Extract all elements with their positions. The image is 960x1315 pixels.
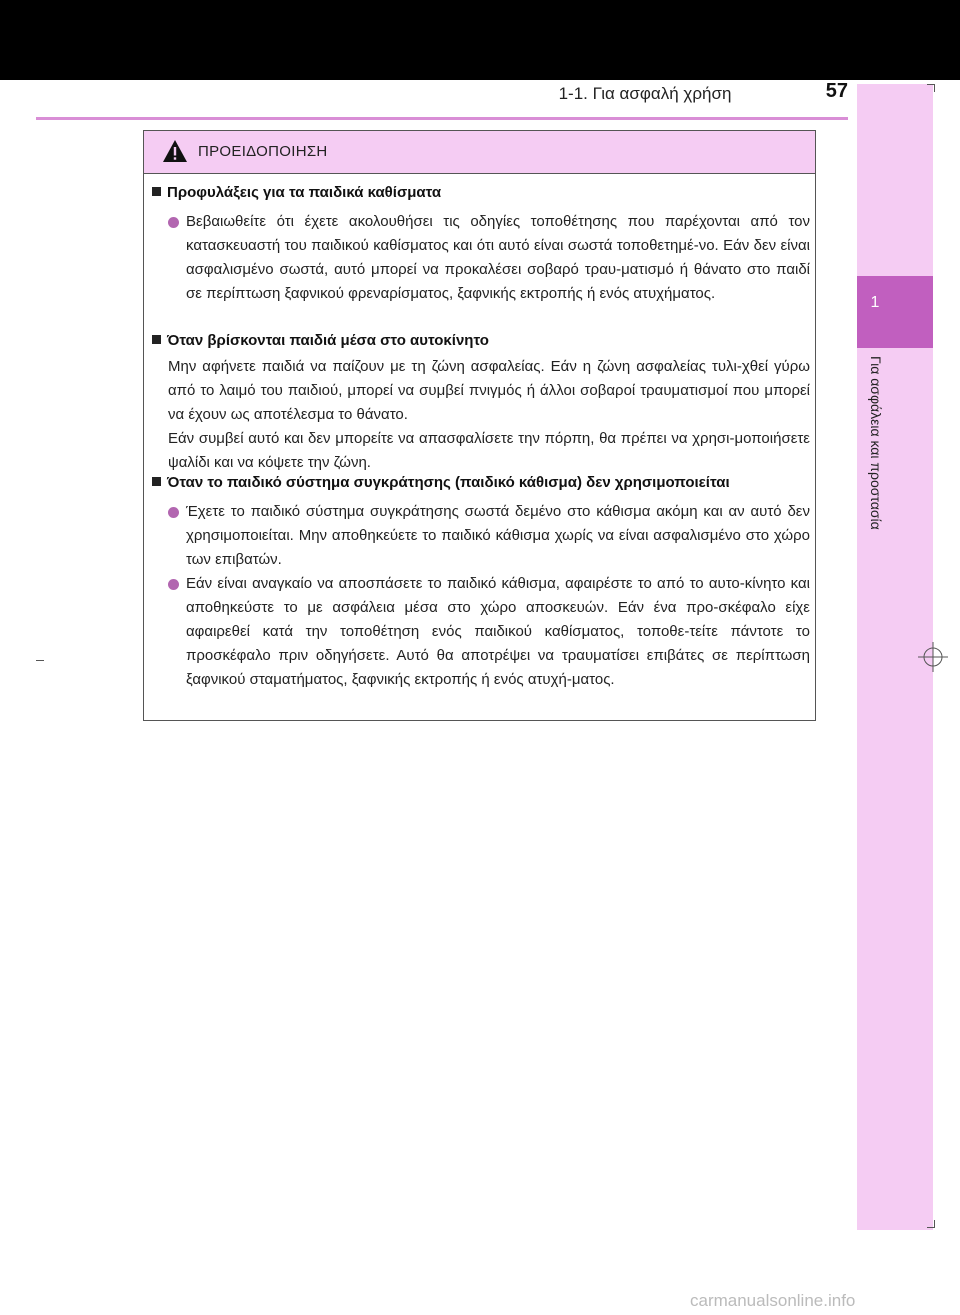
section-title [152,181,441,205]
chapter-number: 1 [870,294,880,311]
warning-triangle-icon [162,139,188,163]
chapter-tab-active[interactable] [857,276,933,348]
warning-title: ΠΡΟΕΙΔΟΠΟΙΗΣΗ [198,143,328,160]
warning-box [143,130,816,721]
watermark: carmanualsonline.info [690,1291,856,1310]
section-title [152,471,730,495]
crop-mark [934,84,935,92]
bullet-text: Εάν είναι αναγκαίο να αποσπάσετε το παιδικό κάθισμα, αφαιρέστε το από το αυτο-κίνητο και αποθηκεύστε το με ασφάλεια μέσα στο χώρο αποσκευών. Εάν ένα προ-σκέφαλο είχε αφαιρεθεί κατά την τοποθέτηση ενός παιδικού καθίσματος, τοποθε-τείτε πάντοτε το προσκέφαλο πριν οδηγήσετε. Αυτό θα αποτρέψει να τραυματίσει επιβάτες σε περίπτωση ξαφνικού σταματήματος, ξαφνικής εκτροπής ή ενός ατυχή-ματος. [186,575,810,688]
section-title-text: Προφυλάξεις για τα παιδικά καθίσματα [167,184,442,201]
section-title-text: Όταν βρίσκονται παιδιά μέσα στο αυτοκίνητο [167,332,489,349]
top-black-bar [0,0,960,80]
bullet-icon [168,217,179,228]
page-number: 57 [825,80,848,102]
paragraph-text: Μην αφήνετε παιδιά να παίζουν με τη ζώνη ασφαλείας. Εάν η ζώνη ασφαλείας τυλι-χθεί γύρω από το λαιμό του παιδιού, μπορεί να συμβεί πνιγμός ή άλλοι σοβαροί τραυματισμοί που μπορεί να έχουν ως αποτέλεσμα το θάνατο. [168,358,810,423]
bullet-icon [168,579,179,590]
header-rule [36,117,848,120]
warning-header [144,131,815,174]
section-header: 1-1. Για ασφαλή χρήση [558,84,732,103]
paragraph-text: Εάν συμβεί αυτό και δεν μπορείτε να απασφαλίσετε την πόρπη, θα πρέπει να χρησι-μοποιήσετε ψαλίδι και να κόψετε την ζώνη. [168,430,810,471]
crop-mark [934,1220,935,1228]
chapter-label: Για ασφάλεια και προστασία [868,356,884,530]
bullet-text: Βεβαιωθείτε ότι έχετε ακολουθήσει τις οδηγίες τοποθέτησης που παρέχονται από τον κατασκευαστή του παιδικού καθίσματος και ότι αυτό είναι σωστά τοποθετημέ-νο. Εάν δεν είναι ασφαλισμένο σωστά, αυτό μπορεί να προκαλέσει σοβαρό τραυ-ματισμό ή θάνατο στο παιδί σε περίπτωση ξαφνικού φρεναρίσματος, ξαφνικής εκτροπής ή ενός ατυχήματος. [186,213,810,302]
bullet-icon [168,507,179,518]
bullet-text: Έχετε το παιδικό σύστημα συγκράτησης σωστά δεμένο στο κάθισμα ακόμη και αν αυτό δεν χρησιμοποιείται. Μην αποθηκεύετε το παιδικό κάθισμα χωρίς να είναι ασφαλισμένο στο χώρο των επιβατών. [186,503,810,568]
section-title [152,329,489,353]
registration-crosshair-icon [918,642,948,672]
crop-mark [36,660,44,661]
section-title-text: Όταν το παιδικό σύστημα συγκράτησης (παιδικό κάθισμα) δεν χρησιμοποιείται [167,474,730,491]
